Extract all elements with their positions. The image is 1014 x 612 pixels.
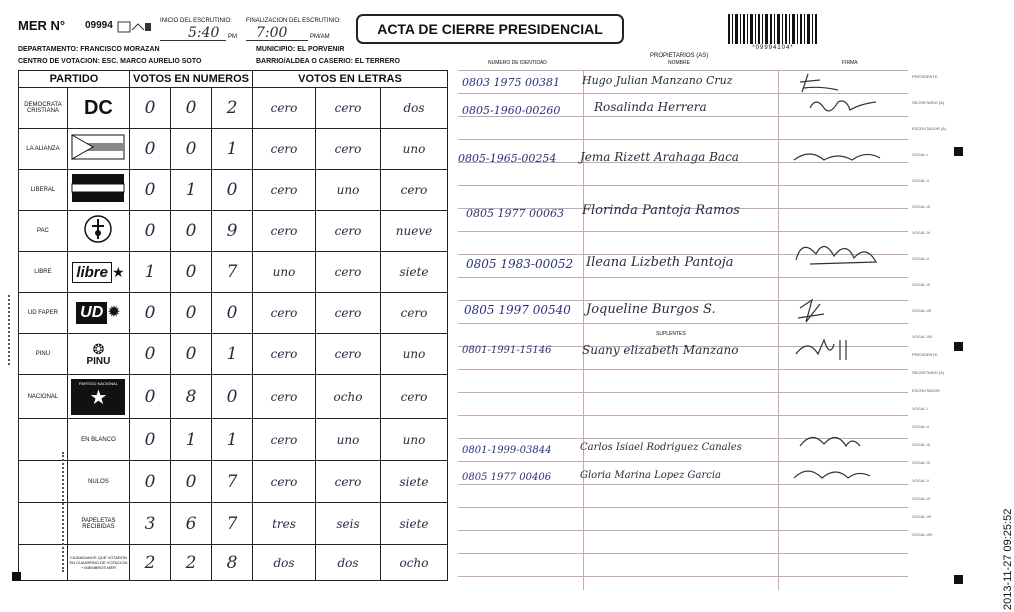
word-cell: uno [316,419,381,461]
role-label: VOCAL I [912,406,928,411]
member-id: 0805-1960-00260 [462,104,561,117]
digit-cell: 0 [171,461,212,503]
word-cell: tres [253,503,316,545]
digit-cell: 0 [171,334,212,375]
member-id: 0805 1983-00052 [466,257,574,271]
role-label: VOCAL VII [912,308,932,313]
digit-cell: 3 [130,503,171,545]
party-logo [67,88,129,129]
digit-cell: 0 [130,334,171,375]
table-row [19,88,448,129]
firma-label: FIRMA [842,60,858,66]
mer-number: 09994 [85,20,113,31]
word-cell: cero [253,375,316,419]
role-label: VOCAL III [912,204,930,209]
total-label: PAPELETAS RECIBIDAS [67,503,129,545]
word-cell: siete [381,461,448,503]
total-label: CIUDADANOS QUE VOTARON EN CUADERNO DE VOTACION + MIEMBROS MER [67,545,129,581]
word-cell: cero [253,419,316,461]
total-label: EN BLANCO [67,419,129,461]
member-id: 0801-1999-03844 [462,445,552,456]
totals-gutter [19,503,68,545]
digit-cell: 0 [171,252,212,293]
word-cell: cero [316,461,381,503]
totals-gutter [19,545,68,581]
member-name: Carlos Isiael Rodriguez Canales [580,442,742,453]
member-name: Hugo Julian Manzano Cruz [582,74,733,87]
member-name: Florinda Pantoja Ramos [582,203,740,218]
word-cell: cero [253,293,316,334]
word-cell: cero [253,129,316,170]
role-label: SECRETARIO (A) [912,100,945,105]
barcode-icon [728,14,818,44]
side-ruler [62,452,68,572]
ud-logo: UD [76,302,107,324]
digit-cell: 0 [130,211,171,252]
role-label: VOCAL VII [912,514,932,519]
table-row [19,545,448,581]
member-name: Suany elizabeth Manzano [582,343,739,357]
role-label: VOCAL I [912,152,928,157]
inicio-line [160,40,226,41]
word-cell: siete [381,503,448,545]
party-logo [67,375,129,419]
word-cell: cero [253,461,316,503]
digit-cell: 0 [130,170,171,211]
votes-table [18,70,448,581]
departamento-label: DEPARTAMENTO: [18,46,79,53]
digit-cell: 0 [130,129,171,170]
inicio-ampm: PM [228,34,237,40]
member-name: Rosalinda Herrera [594,100,707,114]
inicio-label: INICIO DEL ESCRUTINIO: [160,18,232,24]
logo-mark [118,20,152,34]
tse-logo-icon [118,20,152,34]
libre-logo: libre [72,262,112,283]
digit-cell: 8 [212,545,253,581]
digit-cell: 0 [130,88,171,129]
digit-cell: 0 [171,88,212,129]
member-id: 0803 1975 00381 [462,76,560,89]
role-label: VOCAL II [912,424,929,429]
digit-cell: 0 [130,461,171,503]
signature-icon [800,437,860,446]
role-label: VOCAL V [912,478,930,483]
role-label: VOCAL IV [912,230,931,235]
pinu-emblem-icon: ❂ [92,340,105,357]
party-logo [67,170,129,211]
col-partido-header: PARTIDO [19,71,130,88]
party-logo [67,211,129,252]
digit-cell: 1 [212,334,253,375]
table-row [19,375,448,419]
role-label: VOCAL VI [912,282,931,287]
member-id: 0805 1977 00406 [462,472,552,483]
suplentes-label: SUPLENTES [656,331,686,337]
signature-icon [794,154,880,160]
pinu-logo: PINU [86,355,111,367]
word-cell: cero [253,211,316,252]
word-cell: cero [316,129,381,170]
digit-cell: 0 [212,293,253,334]
word-cell: cero [381,375,448,419]
digit-cell: 0 [171,211,212,252]
signature-icon [800,74,838,92]
word-cell: cero [253,334,316,375]
role-label: PRESIDENTE [912,352,938,357]
member-name: Ileana Lizbeth Pantoja [586,255,734,270]
municipio-label: MUNICIPIO: [256,46,296,53]
word-cell: cero [381,170,448,211]
final-label: FINALIZACION DEL ESCRUTINIO: [246,18,341,24]
registration-mark [954,575,963,584]
totals-gutter [19,419,68,461]
digit-cell: 7 [212,461,253,503]
col-numeros-header: VOTOS EN NUMEROS [130,71,253,88]
role-label: ESCRUTADOR (A) [912,126,947,131]
pac-emblem-icon [83,214,113,244]
digit-cell: 6 [171,503,212,545]
libre-star-icon: ★ [112,263,125,280]
signatures [790,68,910,488]
word-cell: uno [316,170,381,211]
party-name: DEMOCRATA CRISTIANA [19,88,68,129]
table-row [19,252,448,293]
digit-cell: 1 [130,252,171,293]
member-id: 0805 1977 00063 [466,207,564,220]
table-row [19,334,448,375]
table-row [19,170,448,211]
final-ampm: PM/AM [310,34,330,40]
digit-cell: 0 [212,170,253,211]
column-divider [583,70,584,590]
totals-gutter [19,461,68,503]
signature-icon [794,471,870,478]
word-cell: siete [381,252,448,293]
digit-cell: 0 [171,293,212,334]
word-cell: ocho [381,545,448,581]
role-label: VOCAL VIII [912,532,933,537]
word-cell: uno [381,419,448,461]
final-line [246,40,308,41]
table-row [19,211,448,252]
signature-icon [796,246,876,264]
word-cell: seis [316,503,381,545]
barcode [728,14,818,44]
digit-cell: 1 [171,170,212,211]
sun-icon: ✹ [107,304,121,321]
member-name: Jema Rizett Arahaga Baca [580,150,739,164]
inicio-value: 5:40 [188,25,220,41]
party-name: LIBRE [19,252,68,293]
member-id: 0805 1997 00540 [464,303,571,317]
barcode-number: *09994104* [752,45,794,51]
mer-label: MER N° [18,18,66,33]
alianza-flag-icon [71,134,125,160]
role-label: VOCAL II [912,178,929,183]
digit-cell: 8 [171,375,212,419]
member-name: Gloria Marina Lopez Garcia [580,470,722,481]
digit-cell: 2 [212,88,253,129]
signature-icon [798,300,824,322]
digit-cell: 0 [212,375,253,419]
numero-identidad-label: NUMERO DE IDENTIDAD [488,60,547,66]
document-title: ACTA DE CIERRE PRESIDENCIAL [356,14,624,44]
party-name: LA ALIANZA [19,129,68,170]
total-label: NULOS [67,461,129,503]
role-label: VOCAL IV [912,460,931,465]
word-cell: uno [253,252,316,293]
table-row [19,129,448,170]
word-cell: cero [316,211,381,252]
digit-cell: 1 [212,419,253,461]
digit-cell: 1 [171,419,212,461]
digit-cell: 7 [212,252,253,293]
side-ruler [8,295,16,365]
table-row [19,503,448,545]
scan-timestamp: 2013-11-27 09:25:52 [1002,508,1014,610]
signature-icon [796,340,846,360]
party-logo [67,252,129,293]
registration-mark [954,147,963,156]
role-label: VOCAL III [912,442,930,447]
digit-cell: 2 [171,545,212,581]
final-value: 7:00 [256,25,288,41]
word-cell: cero [381,293,448,334]
table-row [19,293,448,334]
word-cell: uno [381,129,448,170]
party-name: LIBERAL [19,170,68,211]
role-label: ESCRUTADOR [912,388,940,393]
table-row [19,419,448,461]
nacional-star-icon: ★ [89,386,108,409]
barrio-label: BARRIO/ALDEA O CASERIO: [256,58,353,65]
word-cell: ocho [316,375,381,419]
digit-cell: 7 [212,503,253,545]
word-cell: cero [316,334,381,375]
role-label: VOCAL VI [912,496,931,501]
party-logo [67,129,129,170]
party-logo [67,334,129,375]
word-cell: cero [253,170,316,211]
nombre-label: NOMBRE [668,60,690,66]
registration-mark [12,572,21,581]
role-label: VOCAL VIII [912,334,933,339]
nacional-logo-text: PARTIDO NACIONAL [78,380,118,386]
digit-cell: 1 [212,129,253,170]
word-cell: dos [381,88,448,129]
municipio-value: EL PORVENIR [297,46,345,53]
registration-mark [954,342,963,351]
column-divider [778,70,779,590]
role-label: PRESIDENTE [912,74,938,79]
word-cell: cero [253,88,316,129]
party-name: NACIONAL [19,375,68,419]
propietarios-label: PROPIETARIOS (AS) [650,53,709,59]
party-logo [67,293,129,334]
digit-cell: 0 [171,129,212,170]
role-label: VOCAL V [912,256,930,261]
barrio-value: EL TERRERO [354,58,400,65]
party-name: UD FAPER [19,293,68,334]
dc-logo: DC [83,96,113,119]
word-cell: nueve [381,211,448,252]
word-cell: cero [316,252,381,293]
party-name: PINU [19,334,68,375]
word-cell: uno [381,334,448,375]
word-cell: cero [316,293,381,334]
col-letras-header: VOTOS EN LETRAS [253,71,448,88]
member-id: 0805-1965-00254 [458,152,557,165]
digit-cell: 2 [130,545,171,581]
centro-value: ESC. MARCO AURELIO SOTO [101,58,202,65]
liberal-flag-icon [71,173,125,203]
departamento-value: FRANCISCO MORAZAN [80,46,160,53]
digit-cell: 0 [130,419,171,461]
member-name: Joqueline Burgos S. [586,302,716,317]
member-id: 0801-1991-15146 [462,345,552,356]
centro-label: CENTRO DE VOTACION: [18,58,100,65]
party-name: PAC [19,211,68,252]
digit-cell: 0 [130,293,171,334]
digit-cell: 9 [212,211,253,252]
table-row [19,461,448,503]
role-label: SECRETARIO (A) [912,370,945,375]
signature-icon [810,101,876,111]
word-cell: dos [316,545,381,581]
word-cell: dos [253,545,316,581]
digit-cell: 0 [130,375,171,419]
word-cell: cero [316,88,381,129]
